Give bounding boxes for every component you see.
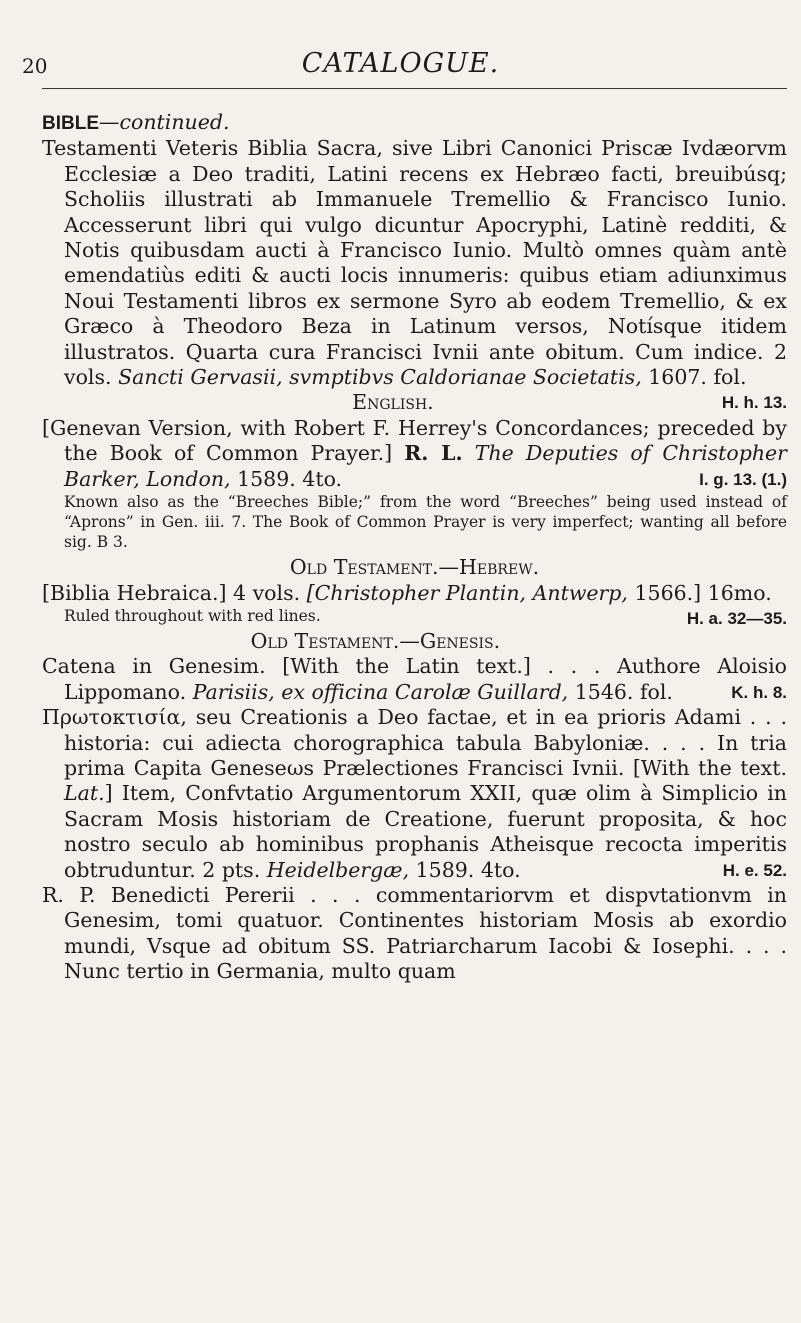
greek-title: Πρωτοκτισία, <box>42 705 187 730</box>
entry-imprint: The Deputies of Christopher Barker, London, <box>64 441 787 491</box>
entry-text: seu Creationis a Deo factae, et in ea prioris Adami . . . historia: cui adiecta chorographica tabula Babyloniæ. . . . In tria prima Capita Geneseωs Prælectiones Francisci Ivnii. [With the text. <box>64 705 787 780</box>
page-header <box>0 40 801 90</box>
section-heading-ot-hebrew: Old Testament.—Hebrew. <box>289 555 540 580</box>
entry-note: Ruled throughout with red lines. <box>64 606 321 625</box>
catalogue-entry-pererius <box>42 883 787 985</box>
shelfmark: H. a. 32—35. <box>686 608 787 628</box>
catalogue-entry-catena <box>42 654 787 705</box>
entry-date: 1566.] 16mo. <box>634 580 772 605</box>
entry-date: 1607. fol. <box>648 365 747 390</box>
entry-imprint: Parisiis, ex officina Carolæ Guillard, <box>192 679 569 704</box>
catalogue-entry-protoktisia <box>42 705 787 883</box>
entry-text: Catena in Genesim. [With the Latin text.] . . . Authore Aloisio Lippomano. <box>42 654 787 704</box>
page-number: 20 <box>22 54 48 78</box>
shelfmark: H. e. 52. <box>722 860 787 880</box>
section-heading-ot-genesis: Old Testament.—Genesis. <box>250 628 501 653</box>
entry-date: 1589. 4to. <box>237 466 343 491</box>
entry-text: R. P. Benedicti Pererii . . . commentariorvm et dispvtationvm in Genesim, tomi quatuor. Continentes historiam Mosis ab exordio mundi, Vsque ad obitum SS. Patriarcharum Iacobi & Iosephi. . . . Nunc tertio in Germania, multo quam <box>42 882 787 984</box>
heading-suffix: —continued. <box>99 110 230 134</box>
entry-text: Testamenti Veteris Biblia Sacra, sive Libri Canonici Priscæ Ivdæorvm Ecclesiæ a Deo traditi, Latini recens ex Hebræo facti, breuibúsq; Scholiis illustrati ab Immanuele Tremellio & Francisco Iunio. Accesserunt libri qui vulgo dicuntur Apocryphi, Latinè redditi, & Notis quibusdam aucti à Francisco Iunio. Multò omnes quàm antè emendatiùs editi & aucti locis innumeris: quibus etiam adiunximus Noui Testamenti libros ex sermone Syro ab eodem Tremellio, & ex Græco à Theodoro Beza in Latinum versos, Notísque itidem illustratos. Quarta cura Francisci Ivnii ante obitum. Cum indice. 2 vols. <box>42 136 787 390</box>
shelfmark: K. h. 8. <box>731 682 787 702</box>
entry-text: [Biblia Hebraica.] 4 vols. <box>42 580 301 605</box>
section-heading-bible <box>42 110 787 136</box>
entry-imprint: [Christopher Plantin, Antwerp, <box>306 580 628 605</box>
entry-date: 1589. 4to. <box>415 857 521 882</box>
entry-imprint: Sancti Gervasii, svmptibvs Caldorianae Societatis, <box>118 365 642 390</box>
catalogue-body <box>42 110 787 985</box>
entry-lang: Lat. <box>64 781 105 806</box>
heading-word: BIBLE <box>42 113 99 134</box>
catalogue-entry-genevan <box>42 416 787 492</box>
section-heading-english: English. <box>352 390 434 415</box>
entry-text: [Genevan Version, with Robert F. Herrey's Concordances; preceded by the Book of Common Prayer.] <box>42 415 787 466</box>
entry-date: 1546. fol. <box>574 679 673 704</box>
shelfmark: H. h. 13. <box>721 393 787 413</box>
running-title: CATALOGUE. <box>301 48 500 79</box>
entry-text-cont: ] Item, Confvtatio Argumentorum XXII, quæ olim à Simplicio in Sacram Mosis historiam de Creatione, fuerunt proposita, & hoc nostro seculo ab hominibus prophanis Atheisque recocta imperitis obtruduntur. 2 pts. <box>64 781 787 882</box>
blackletter-mark: R. L. <box>404 441 463 466</box>
entry-imprint: Heidelbergæ, <box>266 857 410 882</box>
entry-note: Known also as the “Breeches Bible;” from the word “Breeches” being used instead of “Aprons” in Gen. iii. 7. The Book of Common Prayer is very imperfect; wanting all before sig. B 3. <box>64 493 787 552</box>
shelfmark: I. g. 13. (1.) <box>699 469 787 489</box>
header-rule <box>42 88 787 89</box>
